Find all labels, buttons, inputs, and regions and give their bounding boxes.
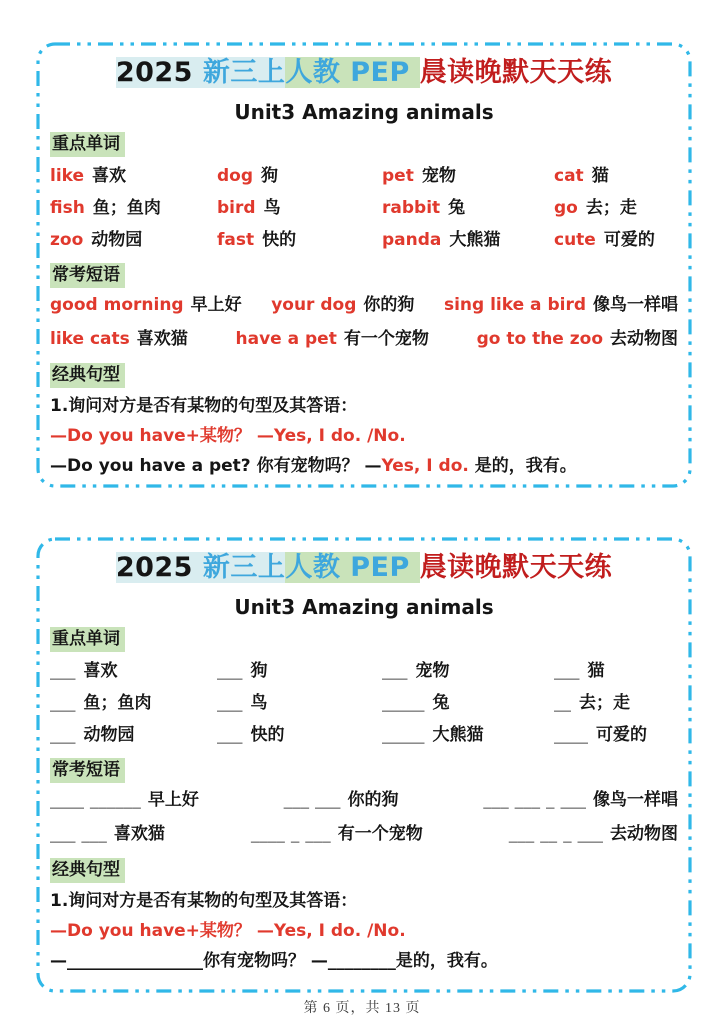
vocab-zh: 大熊猫 [432,725,484,745]
vocab-zh: 大熊猫 [449,230,501,250]
vocab-blank-item [382,687,554,719]
vocab-zh: 猫 [587,661,605,681]
title-series: 新三上 [202,552,286,583]
vocab-item [554,160,678,192]
vocab-blank-item [382,655,554,687]
vocab-blank-item [217,719,382,751]
phrase-blank: ___ ___ [283,790,341,810]
vocab-zh: 兔 [448,198,466,218]
vocab-zh: 宠物 [415,661,450,681]
vocab-en: cat [554,166,584,186]
vocab-item [50,192,217,224]
vocab-en: zoo [50,230,84,250]
vocab-blank: ___ [50,661,76,681]
vocab-item [217,160,382,192]
sentence-example-fill: —________________你有宠物吗？ —________是的，我有。 [50,951,498,971]
vocab-blank-item [554,687,678,719]
vocab-blank-item [50,719,217,751]
vocab-en: like [50,166,85,186]
phrase-blank-row [50,818,678,851]
vocab-blank: ___ [50,693,76,713]
vocab-blank: ___ [382,661,408,681]
vocab-zh: 鸟 [250,693,268,713]
vocab-en: bird [217,198,256,218]
phrase-row [50,289,678,322]
phrase-blank: ____ _ ___ [250,824,331,844]
section-label-words: 重点单词 [50,627,125,652]
sentence-intro: 1.询问对方是否有某物的句型及其答语： [50,396,358,416]
vocab-zh: 去；走 [585,198,637,218]
phrase-item [236,323,429,356]
vocab-blank: __ [554,693,571,713]
sentence-pattern: —Do you have+某物？ —Yes, I do. /No. [50,426,406,446]
phrase-en: your dog [271,295,357,315]
vocab-item [217,224,382,256]
phrase-zh: 有一个宠物 [337,824,423,844]
phrase-blank: ___ ___ _ ___ [483,790,586,810]
section-label-words: 重点单词 [50,132,125,157]
vocab-blank: _____ [382,693,425,713]
phrase-zh: 喜欢猫 [113,824,165,844]
vocab-blank-item [382,719,554,751]
vocab-zh: 狗 [250,661,268,681]
section-label-phrases: 常考短语 [50,758,125,783]
page-footer: 第 6 页，共 13 页 [303,1001,421,1016]
vocab-en: panda [382,230,442,250]
vocab-zh: 喜欢 [92,166,127,186]
phrase-blank-item [50,784,199,817]
title-tagline: 晨读晚默天天练 [419,57,613,88]
phrase-blank-item [509,818,678,851]
vocab-blank: ___ [217,693,243,713]
phrase-en: sing like a bird [443,295,586,315]
section-label-phrases: 常考短语 [50,263,125,288]
vocab-blank: ___ [217,725,243,745]
vocab-en: cute [554,230,596,250]
vocab-zh: 宠物 [421,166,456,186]
title-year: 2025 [115,57,203,88]
title-edition: 人教 PEP [285,57,420,88]
vocab-zh: 狗 [261,166,279,186]
panel-practice-version [36,537,692,993]
vocab-zh: 动物园 [91,230,143,250]
worksheet-title [50,549,678,587]
phrase-zh: 早上好 [147,790,199,810]
vocab-blank: ___ [217,661,243,681]
phrase-zh: 像鸟一样唱 [593,295,678,315]
phrase-blank-row [50,784,678,817]
vocab-blank-item [554,655,678,687]
phrase-blank-item [483,784,678,817]
vocab-blank: ____ [554,725,588,745]
phrase-zh: 你的狗 [347,790,399,810]
title-year: 2025 [115,552,203,583]
title-edition: 人教 PEP [285,552,420,583]
vocab-zh: 快的 [250,725,285,745]
vocab-item [217,192,382,224]
phrase-item [477,323,678,356]
phrase-en: good morning [50,295,184,315]
vocab-item [50,224,217,256]
title-series: 新三上 [202,57,286,88]
vocab-en: go [554,198,578,218]
vocab-en: rabbit [382,198,441,218]
phrase-zh: 早上好 [190,295,242,315]
sentence-example-answer: Yes, I do. [381,456,469,476]
vocab-item [382,160,554,192]
vocab-zh: 鱼；鱼肉 [83,693,152,713]
vocab-en: fish [50,198,85,218]
title-tagline: 晨读晚默天天练 [419,552,613,583]
vocab-zh: 鱼；鱼肉 [92,198,161,218]
phrase-item [50,323,188,356]
vocab-blank-item [554,719,678,751]
vocab-blank-grid [50,655,678,751]
phrase-zh: 你的狗 [363,295,415,315]
sentence-example-question: —Do you have a pet? 你有宠物吗？ — [50,456,382,476]
vocab-zh: 可爱的 [596,725,647,745]
phrase-en: go to the zoo [476,329,603,349]
vocab-blank-item [217,655,382,687]
sentence-example-translation: 是的，我有。 [468,456,577,476]
vocab-zh: 动物园 [83,725,135,745]
phrase-en: have a pet [235,329,337,349]
phrase-item [444,289,678,322]
vocab-zh: 快的 [262,230,297,250]
phrase-blank: ____ ______ [50,790,141,810]
phrase-zh: 喜欢猫 [136,329,188,349]
section-label-sentences: 经典句型 [50,858,125,883]
vocab-zh: 去；走 [579,693,630,713]
section-label-sentences: 经典句型 [50,363,125,388]
phrase-zh: 去动物图 [610,329,678,349]
vocab-en: fast [217,230,255,250]
phrase-zh: 有一个宠物 [343,329,429,349]
vocab-zh: 猫 [591,166,609,186]
phrase-zh: 像鸟一样唱 [592,790,678,810]
vocab-grid [50,160,678,256]
vocab-en: dog [217,166,254,186]
vocab-blank-item [50,655,217,687]
phrase-row [50,323,678,356]
vocab-item [382,192,554,224]
vocab-blank-item [217,687,382,719]
worksheet-title [50,54,678,92]
vocab-blank: ___ [554,661,580,681]
phrase-blank-item [284,784,399,817]
vocab-en: pet [382,166,414,186]
phrase-zh: 去动物图 [610,824,678,844]
sentence-pattern: —Do you have+某物？ —Yes, I do. /No. [50,921,406,941]
vocab-item [382,224,554,256]
vocab-blank: ___ [50,725,76,745]
vocab-item [554,224,678,256]
phrase-item [271,289,414,322]
unit-subtitle: Unit3 Amazing animals [234,100,494,124]
vocab-zh: 兔 [432,693,450,713]
phrase-en: like cats [50,329,130,349]
phrase-blank: ___ ___ [50,824,107,844]
sentence-example [50,451,678,481]
vocab-blank: _____ [382,725,425,745]
vocab-zh: 可爱的 [603,230,655,250]
vocab-zh: 鸟 [263,198,281,218]
sentence-intro: 1.询问对方是否有某物的句型及其答语： [50,891,358,911]
vocab-zh: 喜欢 [83,661,118,681]
vocab-item [50,160,217,192]
phrase-item [50,289,242,322]
phrase-blank: ___ __ _ ___ [508,824,603,844]
vocab-item [554,192,678,224]
phrase-blank-item [50,818,165,851]
vocab-blank-item [50,687,217,719]
panel-study-version [36,42,692,488]
unit-subtitle: Unit3 Amazing animals [234,595,494,619]
phrase-blank-item [251,818,423,851]
